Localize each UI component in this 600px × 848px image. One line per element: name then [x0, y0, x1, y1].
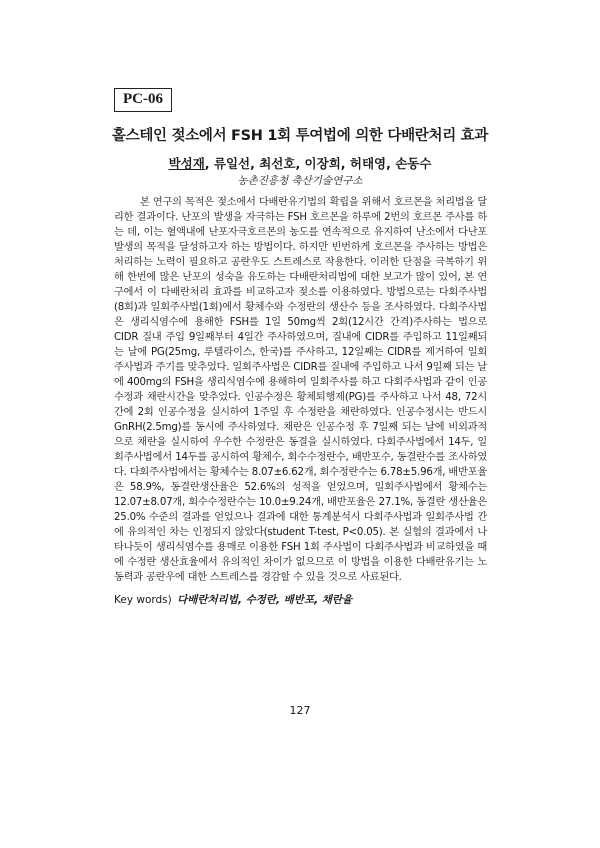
keywords-terms: 다배란처리법, 수정란, 배반포, 채란율 [177, 594, 353, 606]
abstract-body: 본 연구의 목적은 젖소에서 다배란유기법의 확립을 위해서 호르몬을 처리법을 달리한 결과이다. 난포의 발생을 자극하는 FSH 호르몬을 하루에 2번의 호르몬 주사를 하는 데, 이는 혈액내에 난포자극호르몬의 농도를 연속적으로 유지하여 난소에서 다난포 발생의 목적을 달성하고자 하는 방법이다. 하지만 빈번하게 호르몬을 주사하는 방법은 처리하는 노력이 필요하고 공란우도 스트레스로 작용한다. 이러한 단점을 극복하기 위해 한번에 많은 난포의 성숙을 유도하는 다배란처리법에 대한 보고가 많이 있어, 본 연구에서 이 다배란처리 효과를 비교하고자 젖소를 이용하였다. 방법으로는 다회주사법(8회)과 일회주사법(1회)에서 황체수와 수정란의 생산수 등을 조사하였다. 다회주사법은 생리식염수에 용해한 FSH를 1일 50mg씩 2회(12시간 간격)주사하는 법으로 CIDR 질내 주입 9일째부터 4일간 주사하였으며, 질내에 CIDR를 주입하고 11일째되는 날에 PG(25mg, 루텔라이스, 한국)를 주사하고, 12일째는 CIDR를 제거하여 일회주사법과 주기를 맞추었다. 일회주사법은 CIDR를 질내에 주입하고 나서 9일째 되는 날에 400mg의 FSH을 생리식염수에 용해하여 일회주사를 하고 다회주사법과 같이 인공수정과 채란시간을 맞추었다. 인공수정은 황체퇴행제(PG)를 주사하고 나서 48, 72시간에 2회 인공수정을 실시하여 1주일 후 수정란을 채란하였다. 인공수정시는 반드시 GnRH(2.5mg)를 동시에 주사하였다. 채란은 인공수정 후 7일째 되는 날에 비외과적으로 채란을 실시하여 우수한 수정란은 동결을 실시하였다. 다회주사법에서 14두, 일회주사법에서 14두를 공시하여 황체수, 회수수정란수, 배반포수, 동결란수를 조사하였다. 다회주사법에서는 황체수는 8.07±6.62개, 회수정란수는 6.78±5.96개, 배반포율은 58.9%, 동결란생산율은 52.6%의 성적을 얻었으며, 일회주사법에서 황체수는 12.07±8.07개, 회수수정란수는 10.0±9.24개, 배반포율은 27.1%, 동결란 생산율은 25.0% 수준의 결과를 얻었으나 결과에 대한 통계분석시 다회주사법과 일회주사법 간에 유의적인 차는 인정되지 않았다(student T-test, P<0.05). 본 실험의 결과에서 나타나듯이 생리식염수를 용매로 이용한 FSH 1회 주사법이 다회주사법과 비교하였을 때에 수정란 생산효율에서 유의적인 차이가 없으므로 이 방법을 이용한 다배란유기는 노동력과 공란우에 대한 스트레스를 경감할 수 있을 것으로 사료된다. [114, 197, 487, 584]
abstract-code-box [114, 88, 172, 112]
co-authors: , 류일선, 최선호, 이장희, 허태영, 손동수 [204, 156, 432, 171]
paper-title: 홀스테인 젖소에서 FSH 1회 투여법에 의한 다배란처리 효과 [111, 128, 489, 144]
keywords-line [114, 592, 352, 607]
page-number: 127 [289, 704, 311, 717]
author-list [0, 154, 600, 172]
keywords-label: Key words) [114, 594, 172, 606]
affiliation: 농촌진흥청 축산기술연구소 [237, 175, 363, 187]
first-author: 박성재 [168, 156, 205, 171]
abstract-code: PC-06 [123, 91, 163, 107]
